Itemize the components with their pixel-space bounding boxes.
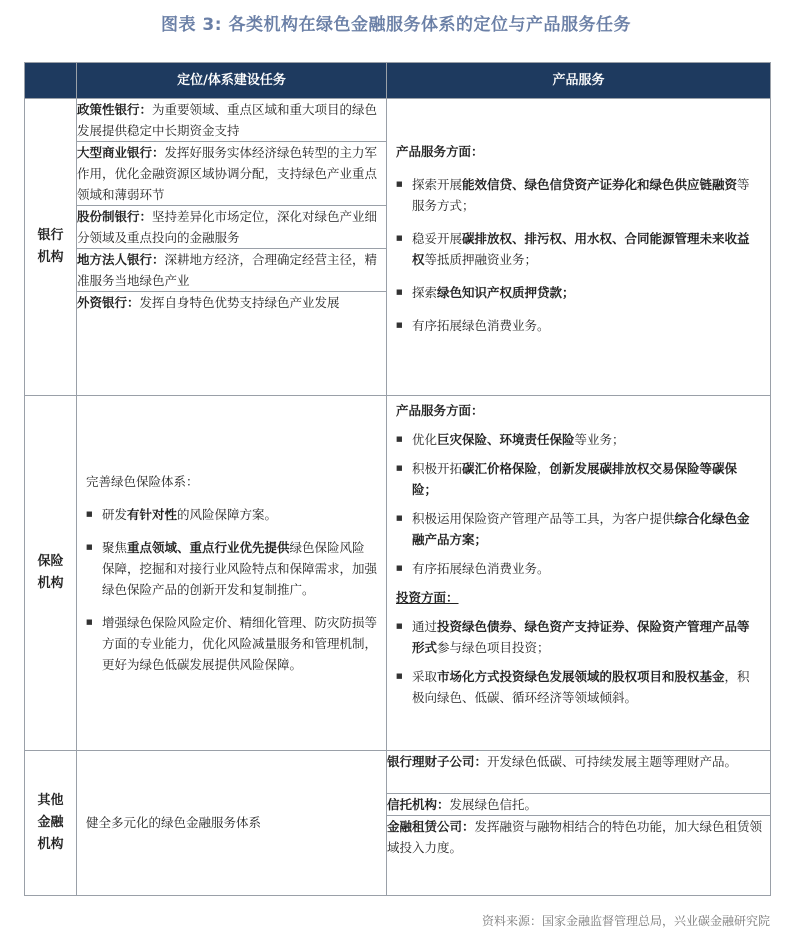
insurance-products-cell — [387, 396, 771, 751]
bank-service-item: ■ 有序拓展绿色消费业务。 — [396, 315, 761, 336]
other-items — [387, 751, 770, 858]
position-text: 深耕地方经济，合理确定经营主径，精准服务当地绿色产业 — [77, 252, 378, 288]
other-task: 健全多元化的绿色金融服务体系 — [86, 815, 262, 830]
bank-positions — [77, 99, 386, 334]
bank-positions-cell — [77, 99, 387, 396]
other-item-name: 银行理财子公司： — [387, 754, 488, 769]
bank-service-item: ■ 稳妥开展碳排放权、排污权、用水权、合同能源管理未来收益权等抵质押融资业务； — [396, 228, 761, 270]
other-items-cell — [387, 751, 771, 896]
insurance-product-heading: 产品服务方面： — [396, 403, 484, 418]
other-org-label: 其他金融机构 — [25, 751, 77, 896]
insurance-product-item: ■ 优化巨灾保险、环境责任保险等业务； — [396, 429, 761, 450]
figure-title: 图表 3: 各类机构在绿色金融服务体系的定位与产品服务任务 — [161, 15, 631, 35]
position-row — [77, 142, 386, 206]
position-text: 为重要领域、重点区域和重大项目的绿色发展提供稳定中长期资金支持 — [77, 102, 378, 138]
other-item-name: 信托机构： — [387, 797, 450, 812]
other-item-text: 发挥融资与融物相结合的特色功能，加大绿色租赁领域投入力度。 — [387, 819, 763, 855]
bank-services-heading: 产品服务方面： — [396, 144, 484, 159]
other-task-cell — [77, 751, 387, 896]
position-name: 外资银行： — [77, 295, 140, 310]
position-name: 股份制银行： — [77, 209, 153, 224]
other-item-row — [387, 794, 770, 816]
position-name: 政策性银行： — [77, 102, 153, 117]
header-products: 产品服务 — [387, 63, 771, 99]
other-row — [25, 751, 771, 896]
other-item-text: 开发绿色低碳、可持续发展主题等理财产品。 — [487, 754, 738, 769]
insurance-task-item: ■ 聚焦重点领域、重点行业优先提供绿色保险风险保障，挖掘和对接行业风险特点和保障需求，加强绿色保险产品的创新开发和复制推广。 — [86, 537, 377, 600]
bank-row — [25, 99, 771, 396]
insurance-intro: 完善绿色保险体系： — [86, 473, 199, 489]
insurance-product-item: ■ 积极运用保险资产管理产品等工具，为客户提供综合化绿色金融产品方案； — [396, 508, 761, 550]
main-table — [24, 62, 771, 896]
position-name: 地方法人银行： — [77, 252, 165, 267]
position-row — [77, 249, 386, 292]
insurance-org-label: 保险机构 — [25, 396, 77, 751]
bank-service-item: ■ 探索绿色知识产权质押贷款； — [396, 282, 761, 303]
other-item-row — [387, 751, 770, 794]
insurance-invest-item: ■ 通过投资绿色债券、绿色资产支持证券、保险资产管理产品等形式参与绿色项目投资； — [396, 616, 761, 658]
bank-service-item: ■ 探索开展能效信贷、绿色信贷资产证券化和绿色供应链融资等服务方式； — [396, 174, 761, 216]
insurance-task-item: ■ 增强绿色保险风险定价、精细化管理、防灾防损等方面的专业能力，优化风险减量服务和管理机制，更好为绿色低碳发展提供风险保障。 — [86, 612, 377, 675]
insurance-product-item: ■ 有序拓展绿色消费业务。 — [396, 558, 761, 579]
insurance-invest-heading: 投资方面： — [396, 590, 459, 605]
position-name: 大型商业银行： — [77, 145, 165, 160]
header-position: 定位/体系建设任务 — [77, 63, 387, 99]
position-row — [77, 292, 386, 335]
insurance-tasks-cell — [77, 396, 387, 751]
header-row — [25, 63, 771, 99]
bank-services-cell — [387, 99, 771, 396]
header-blank — [25, 63, 77, 99]
insurance-task-item: ■ 研发有针对性的风险保障方案。 — [86, 504, 377, 525]
insurance-row — [25, 396, 771, 751]
position-text: 发挥自身特色优势支持绿色产业发展 — [139, 295, 340, 310]
position-text: 坚持差异化市场定位，深化对绿色产业细分领域及重点投向的金融服务 — [77, 209, 378, 245]
bank-org-label: 银行机构 — [25, 99, 77, 396]
other-item-text: 发展绿色信托。 — [449, 797, 538, 812]
source-note: 资料来源：国家金融监督管理总局，兴业碳金融研究院 — [481, 914, 770, 928]
position-text: 发挥好服务实体经济绿色转型的主力军作用，优化金融资源区域协调分配，支持绿色产业重点领域和薄弱环节 — [77, 145, 378, 202]
other-item-row — [387, 816, 770, 859]
position-row — [77, 206, 386, 249]
position-row — [77, 99, 386, 142]
insurance-invest-item: ■ 采取市场化方式投资绿色发展领域的股权项目和股权基金，积极向绿色、低碳、循环经济等领域倾斜。 — [396, 666, 761, 708]
insurance-product-item: ■ 积极开拓碳汇价格保险，创新发展碳排放权交易保险等碳保险； — [396, 458, 761, 500]
other-item-name: 金融租赁公司： — [387, 819, 475, 834]
